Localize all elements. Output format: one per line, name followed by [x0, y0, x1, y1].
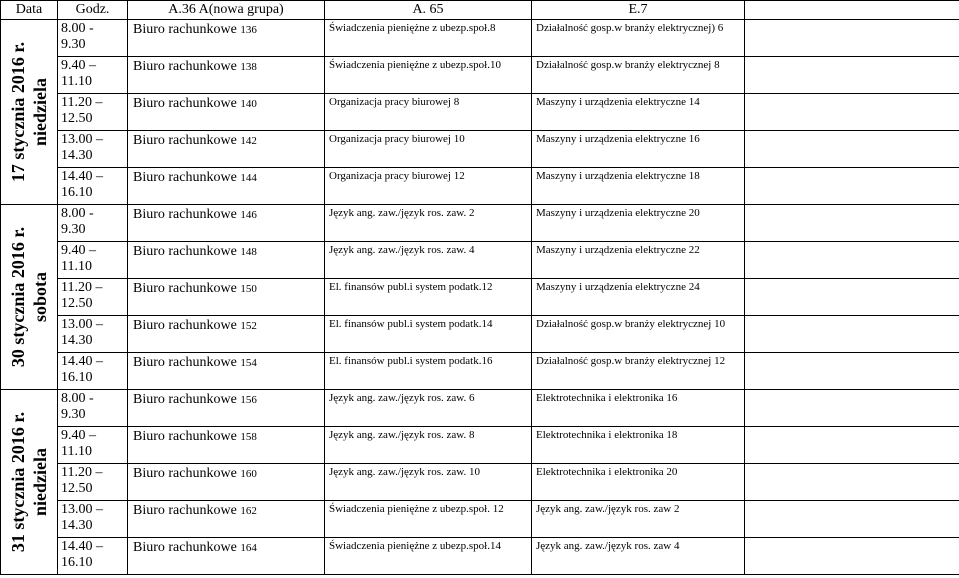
- e7-subject-cell: Maszyny i urządzenia elektryczne 20: [532, 205, 745, 242]
- time-end: 9.30: [61, 222, 86, 237]
- e7-subject-cell: Maszyny i urządzenia elektryczne 22: [532, 242, 745, 279]
- time-end: 16.10: [61, 370, 93, 385]
- time-end: 11.10: [61, 259, 92, 274]
- header-group-a36: A.36 A(nowa grupa): [128, 1, 325, 20]
- table-row: [1, 538, 959, 575]
- lesson-number: 164: [240, 542, 257, 554]
- a36-subject-cell: [128, 538, 325, 575]
- lesson-number: 148: [240, 246, 257, 258]
- time-start: 9.40 –: [61, 428, 96, 443]
- time-start: 11.20 –: [61, 465, 103, 480]
- subject-name: Biuro rachunkowe: [133, 540, 237, 555]
- e7-subject-cell: Maszyny i urządzenia elektryczne 16: [532, 131, 745, 168]
- lesson-number: 154: [240, 357, 257, 369]
- day-date: 17 stycznia 2016 r.: [8, 41, 28, 183]
- lesson-number: 140: [240, 98, 257, 110]
- table-row: [1, 464, 959, 501]
- time-end: 9.30: [61, 407, 86, 422]
- day-date-cell: [1, 20, 58, 205]
- lesson-number: 146: [240, 209, 257, 221]
- lesson-number: 158: [240, 431, 257, 443]
- hours-cell: [58, 427, 128, 464]
- day-weekday: niedziela: [30, 78, 50, 147]
- empty-cell: [745, 131, 959, 168]
- table-row: [1, 279, 959, 316]
- a65-subject-cell: Świadczenia pieniężne z ubezp.społ.8: [325, 20, 532, 57]
- a36-subject-cell: [128, 131, 325, 168]
- time-end: 12.50: [61, 296, 93, 311]
- time-start: 13.00 –: [61, 132, 103, 147]
- a65-subject-cell: Świadczenia pieniężne z ubezp.społ. 12: [325, 501, 532, 538]
- hours-cell: [58, 57, 128, 94]
- a65-subject-cell: Organizacja pracy biurowej 8: [325, 94, 532, 131]
- time-start: 9.40 –: [61, 58, 96, 73]
- e7-subject-cell: Elektrotechnika i elektronika 18: [532, 427, 745, 464]
- table-row: [1, 131, 959, 168]
- a36-subject-cell: [128, 279, 325, 316]
- day-date-cell: [1, 205, 58, 390]
- empty-cell: [745, 501, 959, 538]
- table-row: [1, 242, 959, 279]
- a36-subject-cell: [128, 464, 325, 501]
- day-date: 31 stycznia 2016 r.: [8, 411, 28, 553]
- time-end: 14.30: [61, 148, 93, 163]
- table-row: [1, 168, 959, 205]
- day-date-cell: [1, 390, 58, 575]
- day-date-label: [7, 412, 51, 552]
- empty-cell: [745, 205, 959, 242]
- empty-cell: [745, 427, 959, 464]
- hours-cell: [58, 131, 128, 168]
- e7-subject-cell: Elektrotechnika i elektronika 20: [532, 464, 745, 501]
- empty-cell: [745, 94, 959, 131]
- header-empty: [745, 1, 959, 20]
- day-date-label: [7, 42, 51, 182]
- time-start: 14.40 –: [61, 539, 103, 554]
- hours-cell: [58, 464, 128, 501]
- a65-subject-cell: Język ang. zaw./język ros. zaw. 2: [325, 205, 532, 242]
- empty-cell: [745, 242, 959, 279]
- empty-cell: [745, 316, 959, 353]
- time-end: 12.50: [61, 111, 93, 126]
- lesson-number: 156: [240, 394, 257, 406]
- header-group-e7: E.7: [532, 1, 745, 20]
- subject-name: Biuro rachunkowe: [133, 355, 237, 370]
- time-start: 8.00 -: [61, 21, 94, 36]
- a36-subject-cell: [128, 20, 325, 57]
- lesson-number: 162: [240, 505, 257, 517]
- empty-cell: [745, 390, 959, 427]
- empty-cell: [745, 168, 959, 205]
- e7-subject-cell: Działalność gosp.w branży elektrycznej 12: [532, 353, 745, 390]
- hours-cell: [58, 20, 128, 57]
- time-start: 14.40 –: [61, 354, 103, 369]
- day-weekday: sobota: [30, 271, 50, 323]
- table-row: [1, 205, 959, 242]
- a65-subject-cell: El. finansów publ.i system podatk.12: [325, 279, 532, 316]
- time-start: 14.40 –: [61, 169, 103, 184]
- header-row: [1, 1, 959, 20]
- e7-subject-cell: Maszyny i urządzenia elektryczne 18: [532, 168, 745, 205]
- e7-subject-cell: Język ang. zaw./język ros. zaw 2: [532, 501, 745, 538]
- subject-name: Biuro rachunkowe: [133, 22, 237, 37]
- time-end: 9.30: [61, 37, 86, 52]
- a65-subject-cell: Organizacja pracy biurowej 10: [325, 131, 532, 168]
- e7-subject-cell: Działalność gosp.w branży elektrycznej) 6: [532, 20, 745, 57]
- a65-subject-cell: El. finansów publ.i system podatk.16: [325, 353, 532, 390]
- time-end: 16.10: [61, 185, 93, 200]
- hours-cell: [58, 242, 128, 279]
- a36-subject-cell: [128, 353, 325, 390]
- e7-subject-cell: Działalność gosp.w branży elektrycznej 8: [532, 57, 745, 94]
- header-group-a65: A. 65: [325, 1, 532, 20]
- subject-name: Biuro rachunkowe: [133, 96, 237, 111]
- hours-cell: [58, 390, 128, 427]
- hours-cell: [58, 168, 128, 205]
- time-end: 16.10: [61, 555, 93, 570]
- a65-subject-cell: Język ang. zaw./język ros. zaw. 10: [325, 464, 532, 501]
- empty-cell: [745, 464, 959, 501]
- subject-name: Biuro rachunkowe: [133, 170, 237, 185]
- time-start: 8.00 -: [61, 391, 94, 406]
- e7-subject-cell: Maszyny i urządzenia elektryczne 14: [532, 94, 745, 131]
- lesson-number: 152: [240, 320, 257, 332]
- table-row: [1, 94, 959, 131]
- hours-cell: [58, 94, 128, 131]
- e7-subject-cell: Działalność gosp.w branży elektrycznej 10: [532, 316, 745, 353]
- time-end: 11.10: [61, 444, 92, 459]
- empty-cell: [745, 20, 959, 57]
- e7-subject-cell: Elektrotechnika i elektronika 16: [532, 390, 745, 427]
- day-date-label: [7, 227, 51, 367]
- table-row: [1, 353, 959, 390]
- table-row: [1, 427, 959, 464]
- subject-name: Biuro rachunkowe: [133, 133, 237, 148]
- hours-cell: [58, 205, 128, 242]
- a36-subject-cell: [128, 57, 325, 94]
- subject-name: Biuro rachunkowe: [133, 318, 237, 333]
- time-end: 14.30: [61, 333, 93, 348]
- a36-subject-cell: [128, 501, 325, 538]
- a36-subject-cell: [128, 168, 325, 205]
- table-row: [1, 57, 959, 94]
- a65-subject-cell: El. finansów publ.i system podatk.14: [325, 316, 532, 353]
- hours-cell: [58, 353, 128, 390]
- a65-subject-cell: Świadczenia pieniężne z ubezp.społ.14: [325, 538, 532, 575]
- subject-name: Biuro rachunkowe: [133, 281, 237, 296]
- hours-cell: [58, 279, 128, 316]
- a36-subject-cell: [128, 427, 325, 464]
- subject-name: Biuro rachunkowe: [133, 59, 237, 74]
- subject-name: Biuro rachunkowe: [133, 429, 237, 444]
- time-start: 13.00 –: [61, 317, 103, 332]
- table-row: [1, 390, 959, 427]
- a36-subject-cell: [128, 390, 325, 427]
- table-row: [1, 316, 959, 353]
- e7-subject-cell: Język ang. zaw./język ros. zaw 4: [532, 538, 745, 575]
- a36-subject-cell: [128, 242, 325, 279]
- empty-cell: [745, 538, 959, 575]
- lesson-number: 150: [240, 283, 257, 295]
- empty-cell: [745, 57, 959, 94]
- time-start: 13.00 –: [61, 502, 103, 517]
- a36-subject-cell: [128, 316, 325, 353]
- time-start: 9.40 –: [61, 243, 96, 258]
- time-end: 11.10: [61, 74, 92, 89]
- time-end: 12.50: [61, 481, 93, 496]
- e7-subject-cell: Maszyny i urządzenia elektryczne 24: [532, 279, 745, 316]
- header-date: Data: [1, 1, 58, 20]
- subject-name: Biuro rachunkowe: [133, 244, 237, 259]
- lesson-number: 136: [240, 24, 257, 36]
- time-start: 8.00 -: [61, 206, 94, 221]
- schedule-body: [1, 20, 959, 575]
- hours-cell: [58, 316, 128, 353]
- a65-subject-cell: Język ang. zaw./język ros. zaw. 4: [325, 242, 532, 279]
- empty-cell: [745, 353, 959, 390]
- day-weekday: niedziela: [30, 448, 50, 517]
- subject-name: Biuro rachunkowe: [133, 392, 237, 407]
- time-start: 11.20 –: [61, 280, 103, 295]
- lesson-number: 144: [240, 172, 257, 184]
- a36-subject-cell: [128, 94, 325, 131]
- subject-name: Biuro rachunkowe: [133, 207, 237, 222]
- a65-subject-cell: Język ang. zaw./język ros. zaw. 8: [325, 427, 532, 464]
- subject-name: Biuro rachunkowe: [133, 466, 237, 481]
- hours-cell: [58, 538, 128, 575]
- time-start: 11.20 –: [61, 95, 103, 110]
- a36-subject-cell: [128, 205, 325, 242]
- lesson-number: 142: [240, 135, 257, 147]
- lesson-number: 138: [240, 61, 257, 73]
- hours-cell: [58, 501, 128, 538]
- empty-cell: [745, 279, 959, 316]
- table-row: [1, 20, 959, 57]
- time-end: 14.30: [61, 518, 93, 533]
- lesson-number: 160: [240, 468, 257, 480]
- table-row: [1, 501, 959, 538]
- day-date: 30 stycznia 2016 r.: [8, 226, 28, 368]
- a65-subject-cell: Organizacja pracy biurowej 12: [325, 168, 532, 205]
- subject-name: Biuro rachunkowe: [133, 503, 237, 518]
- a65-subject-cell: Świadczenia pieniężne z ubezp.społ.10: [325, 57, 532, 94]
- header-hours: Godz.: [58, 1, 128, 20]
- a65-subject-cell: Język ang. zaw./język ros. zaw. 6: [325, 390, 532, 427]
